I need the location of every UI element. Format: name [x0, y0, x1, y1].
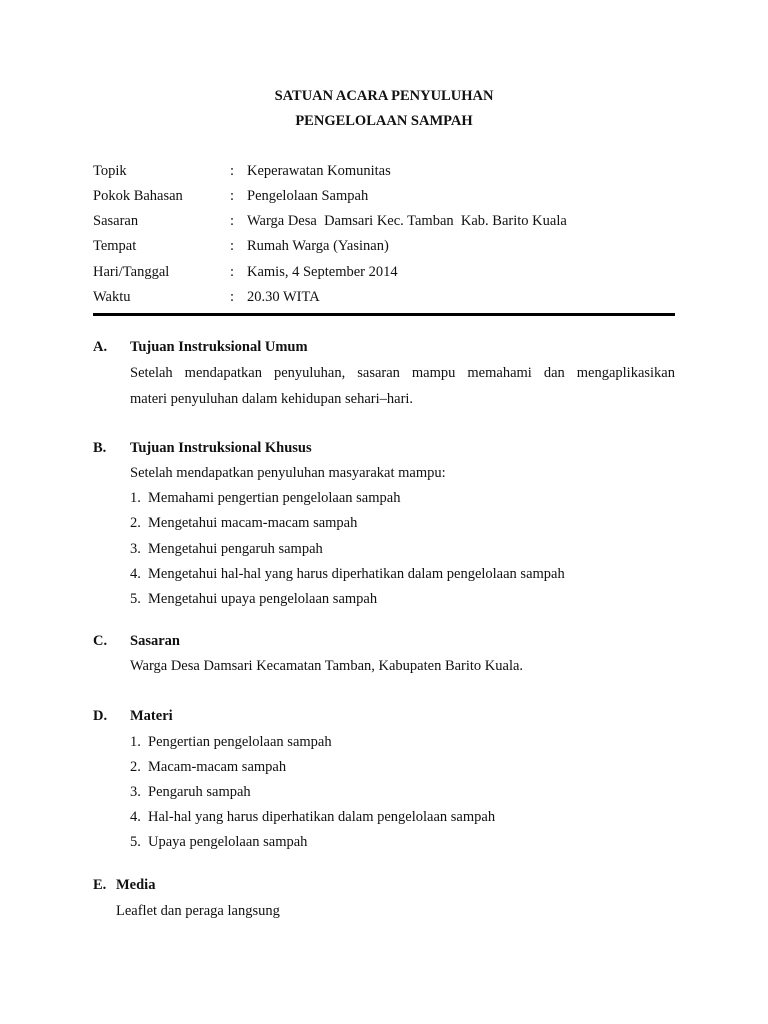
info-value: Warga Desa Damsari Kec. Tamban Kab. Barito Kuala: [247, 213, 567, 229]
section-letter: D.: [93, 708, 108, 724]
section-heading: Materi: [130, 708, 173, 724]
info-label: Waktu: [93, 289, 131, 305]
info-colon: :: [230, 163, 235, 179]
info-value: Pengelolaan Sampah: [247, 188, 369, 204]
info-label: Topik: [93, 163, 127, 179]
info-colon: :: [230, 188, 235, 204]
list-item: Mengetahui macam-macam sampah: [148, 515, 358, 531]
info-colon: :: [230, 213, 235, 229]
list-item: Mengetahui pengaruh sampah: [148, 541, 323, 557]
list-item: Mengetahui upaya pengelolaan sampah: [148, 591, 378, 607]
info-label: Tempat: [93, 238, 137, 254]
list-number: 4.: [130, 566, 141, 582]
list-item: Upaya pengelolaan sampah: [148, 834, 308, 850]
list-number: 1.: [130, 734, 141, 750]
section-heading: Media: [116, 877, 156, 893]
paragraph-line: Setelah mendapatkan penyuluhan, sasaran mampu memahami dan mengaplikasikan: [130, 365, 675, 381]
info-colon: :: [230, 289, 235, 305]
list-item: Memahami pengertian pengelolaan sampah: [148, 490, 401, 506]
list-number: 3.: [130, 541, 141, 557]
section-letter: B.: [93, 440, 107, 456]
list-number: 5.: [130, 834, 141, 850]
section-heading: Tujuan Instruksional Umum: [130, 339, 308, 355]
info-colon: :: [230, 264, 235, 280]
info-value: 20.30 WITA: [247, 289, 320, 305]
info-label: Pokok Bahasan: [93, 188, 183, 204]
list-item: Mengetahui hal-hal yang harus diperhatikan dalam pengelolaan sampah: [148, 566, 565, 582]
paragraph-line: materi penyuluhan dalam kehidupan sehari–hari.: [130, 391, 414, 407]
list-number: 4.: [130, 809, 141, 825]
list-item: Pengertian pengelolaan sampah: [148, 734, 332, 750]
list-number: 5.: [130, 591, 141, 607]
section-text: Leaflet dan peraga langsung: [116, 903, 280, 919]
section-intro: Setelah mendapatkan penyuluhan masyarakat mampu:: [130, 465, 446, 481]
section-heading: Sasaran: [130, 633, 180, 649]
list-item: Macam-macam sampah: [148, 759, 287, 775]
section-text: Warga Desa Damsari Kecamatan Tamban, Kabupaten Barito Kuala.: [130, 658, 524, 674]
info-value: Keperawatan Komunitas: [247, 163, 391, 179]
section-letter: A.: [93, 339, 108, 355]
info-colon: :: [230, 238, 235, 254]
divider: [93, 313, 675, 316]
info-value: Rumah Warga (Yasinan): [247, 238, 389, 254]
list-item: Pengaruh sampah: [148, 784, 251, 800]
section-letter: E.: [93, 877, 107, 893]
section-letter: C.: [93, 633, 108, 649]
document-subtitle: PENGELOLAAN SAMPAH: [295, 113, 473, 129]
document-title: SATUAN ACARA PENYULUHAN: [274, 88, 494, 104]
info-label: Sasaran: [93, 213, 139, 229]
list-number: 2.: [130, 759, 141, 775]
section-heading: Tujuan Instruksional Khusus: [130, 440, 312, 456]
list-number: 3.: [130, 784, 141, 800]
list-number: 1.: [130, 490, 141, 506]
list-number: 2.: [130, 515, 141, 531]
info-value: Kamis, 4 September 2014: [247, 264, 398, 280]
list-item: Hal-hal yang harus diperhatikan dalam pengelolaan sampah: [148, 809, 496, 825]
info-label: Hari/Tanggal: [93, 264, 170, 280]
